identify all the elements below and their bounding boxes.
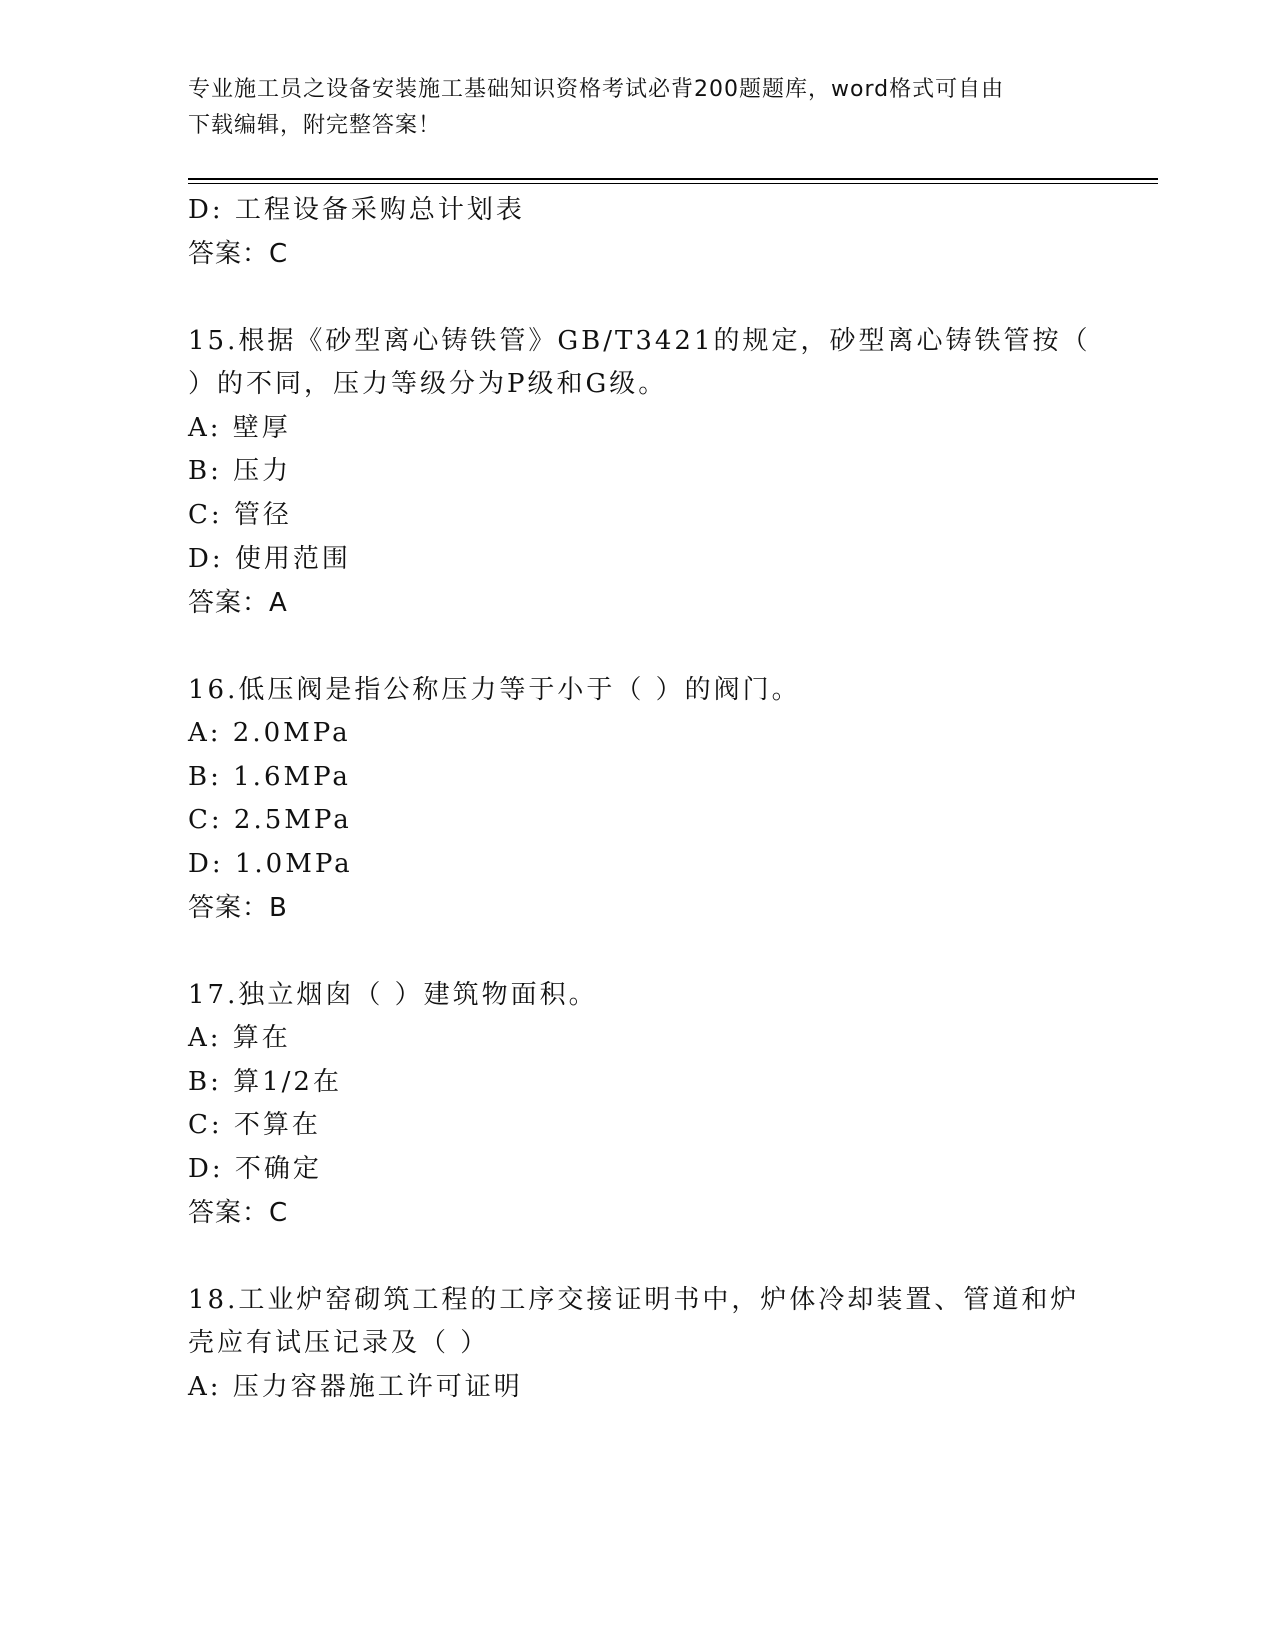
option-line: A: 2.0MPa [188,718,351,748]
option-line: D: 工程设备采购总计划表 [188,195,525,225]
option-line: A: 压力容器施工许可证明 [188,1372,523,1402]
page-header [188,72,1088,144]
header-line-2: 下载编辑，附完整答案！ [188,113,442,138]
answer-line: 答案：C [188,1198,289,1228]
question-line: 18.工业炉窑砌筑工程的工序交接证明书中，炉体冷却装置、管道和炉 [188,1285,1080,1315]
option-line: C: 管径 [188,500,292,530]
option-line: C: 不算在 [188,1110,321,1140]
header-line-1: 专业施工员之设备安装施工基础知识资格考试必背200题题库，word格式可自由 [188,77,1005,102]
question-line: 17.独立烟囱（ ）建筑物面积。 [188,980,598,1010]
question-line: ）的不同，压力等级分为P级和G级。 [188,369,668,399]
header-rule [188,178,1158,180]
answer-line: 答案：C [188,239,289,269]
answer-line: 答案：B [188,893,288,923]
option-line: C: 2.5MPa [188,805,352,835]
option-line: B: 算1/2在 [188,1067,342,1097]
option-line: D: 使用范围 [188,544,351,574]
answer-line: 答案：A [188,588,288,618]
question-line: 16.低压阀是指公称压力等于小于（ ）的阀门。 [188,675,801,705]
option-line: A: 算在 [188,1023,291,1053]
option-line: B: 1.6MPa [188,762,351,792]
header-rule-thin [188,183,1158,184]
question-line: 壳应有试压记录及（ ） [188,1328,490,1358]
question-line: 15.根据《砂型离心铸铁管》GB/T3421的规定，砂型离心铸铁管按（ [188,326,1091,356]
option-line: A: 壁厚 [188,413,291,443]
option-line: B: 压力 [188,456,292,486]
option-line: D: 1.0MPa [188,849,353,879]
option-line: D: 不确定 [188,1154,322,1184]
